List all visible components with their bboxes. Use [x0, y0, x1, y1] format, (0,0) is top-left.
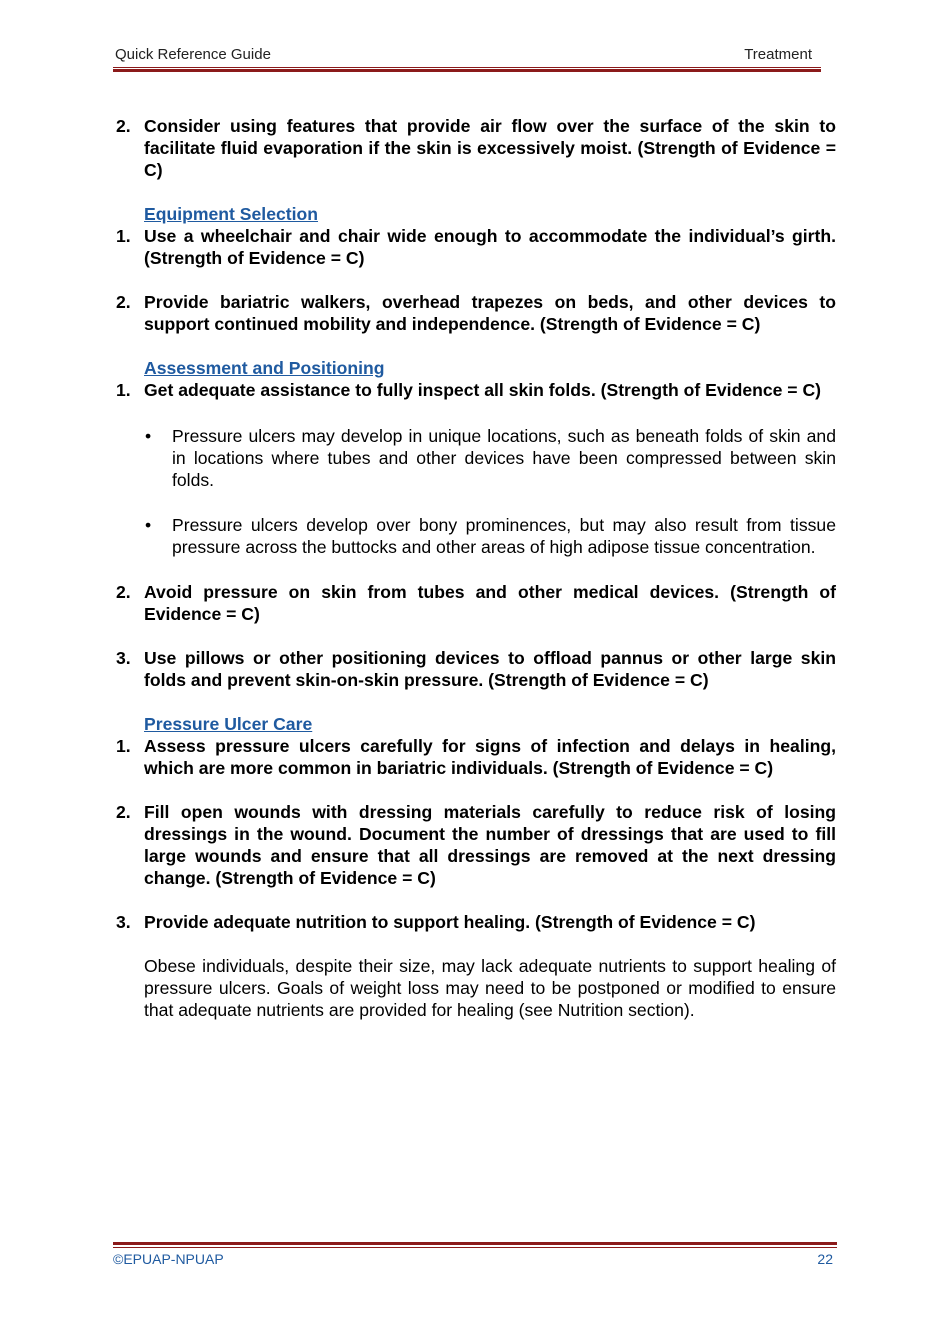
bullet-item: [145, 514, 836, 558]
item-text: Provide adequate nutrition to support healing. (Strength of Evidence = C): [144, 912, 756, 932]
item-text: Get adequate assistance to fully inspect all skin folds. (Strength of Evidence = C): [144, 380, 822, 400]
bullet-text: Pressure ulcers may develop in unique locations, such as beneath folds of skin and in locations where tubes and other devices have been compressed between skin folds.: [172, 426, 836, 490]
section-heading-assessment: Assessment and Positioning: [144, 358, 385, 378]
list-item: [113, 115, 836, 181]
header-rule-thick: [113, 69, 821, 72]
list-item: [113, 647, 836, 691]
list-item: [113, 735, 836, 779]
header-section-title: Treatment: [744, 46, 812, 63]
item-number: 2.: [116, 292, 131, 312]
item-text: Consider using features that provide air flow over the surface of the skin to facilitate fluid evaporation if the skin is excessively moist. (Strength of Evidence = C): [144, 116, 836, 180]
page-number: 22: [817, 1251, 833, 1267]
footer-rule-thin: [113, 1247, 837, 1248]
item-number: 1.: [116, 736, 131, 756]
header-rule-thin: [113, 67, 821, 68]
item-text: Provide bariatric walkers, overhead trapezes on beds, and other devices to support continued mobility and independence. (Strength of Evidence = C): [144, 292, 836, 334]
list-item: [113, 225, 836, 269]
item-text: Avoid pressure on skin from tubes and other medical devices. (Strength of Evidence = C): [144, 582, 836, 624]
list-item: [113, 911, 836, 933]
section-heading-equipment: Equipment Selection: [144, 204, 319, 224]
item-number: 2.: [116, 582, 131, 602]
footer-rule-thick: [113, 1242, 837, 1245]
item-number: 3.: [116, 648, 131, 668]
footer-copyright: ©EPUAP-NPUAP: [113, 1251, 224, 1267]
bullet-icon: •: [145, 515, 152, 535]
item-number: 2.: [116, 802, 131, 822]
list-item: [113, 291, 836, 335]
item-number: 1.: [116, 226, 131, 246]
page-header: [115, 46, 820, 66]
bullet-item: [145, 425, 836, 491]
body-paragraph: Obese individuals, despite their size, may lack adequate nutrients to support healing of pressure ulcers. Goals of weight loss may need to be postponed or modified to ensure that adequate nutrients are provided for healing (see Nutrition section).: [144, 956, 836, 1020]
item-number: 1.: [116, 380, 131, 400]
item-text: Fill open wounds with dressing materials carefully to reduce risk of losing dressings in the wound. Document the number of dressings that are used to fill large wounds and ensure that all dressings are removed at the next dressing change. (Strength of Evidence = C): [144, 802, 836, 888]
section-heading-ulcer-care: Pressure Ulcer Care: [144, 714, 313, 734]
list-item: [113, 801, 836, 889]
item-number: 3.: [116, 912, 131, 932]
list-item: [113, 581, 836, 625]
header-guide-title: Quick Reference Guide: [115, 46, 271, 63]
item-text: Use pillows or other positioning devices to offload pannus or other large skin folds and prevent skin-on-skin pressure. (Strength of Evidence = C): [144, 648, 836, 690]
item-text: Use a wheelchair and chair wide enough to accommodate the individual’s girth. (Strength of Evidence = C): [144, 226, 836, 268]
list-item: [113, 379, 836, 401]
bullet-icon: •: [145, 426, 152, 446]
item-number: 2.: [116, 116, 131, 136]
page-content: [113, 115, 836, 1021]
item-text: Assess pressure ulcers carefully for signs of infection and delays in healing, which are more common in bariatric individuals. (Strength of Evidence = C): [144, 736, 836, 778]
bullet-text: Pressure ulcers develop over bony prominences, but may also result from tissue pressure across the buttocks and other areas of high adipose tissue concentration.: [172, 515, 836, 557]
page-footer: [113, 1251, 833, 1267]
bullet-list: [113, 425, 836, 558]
